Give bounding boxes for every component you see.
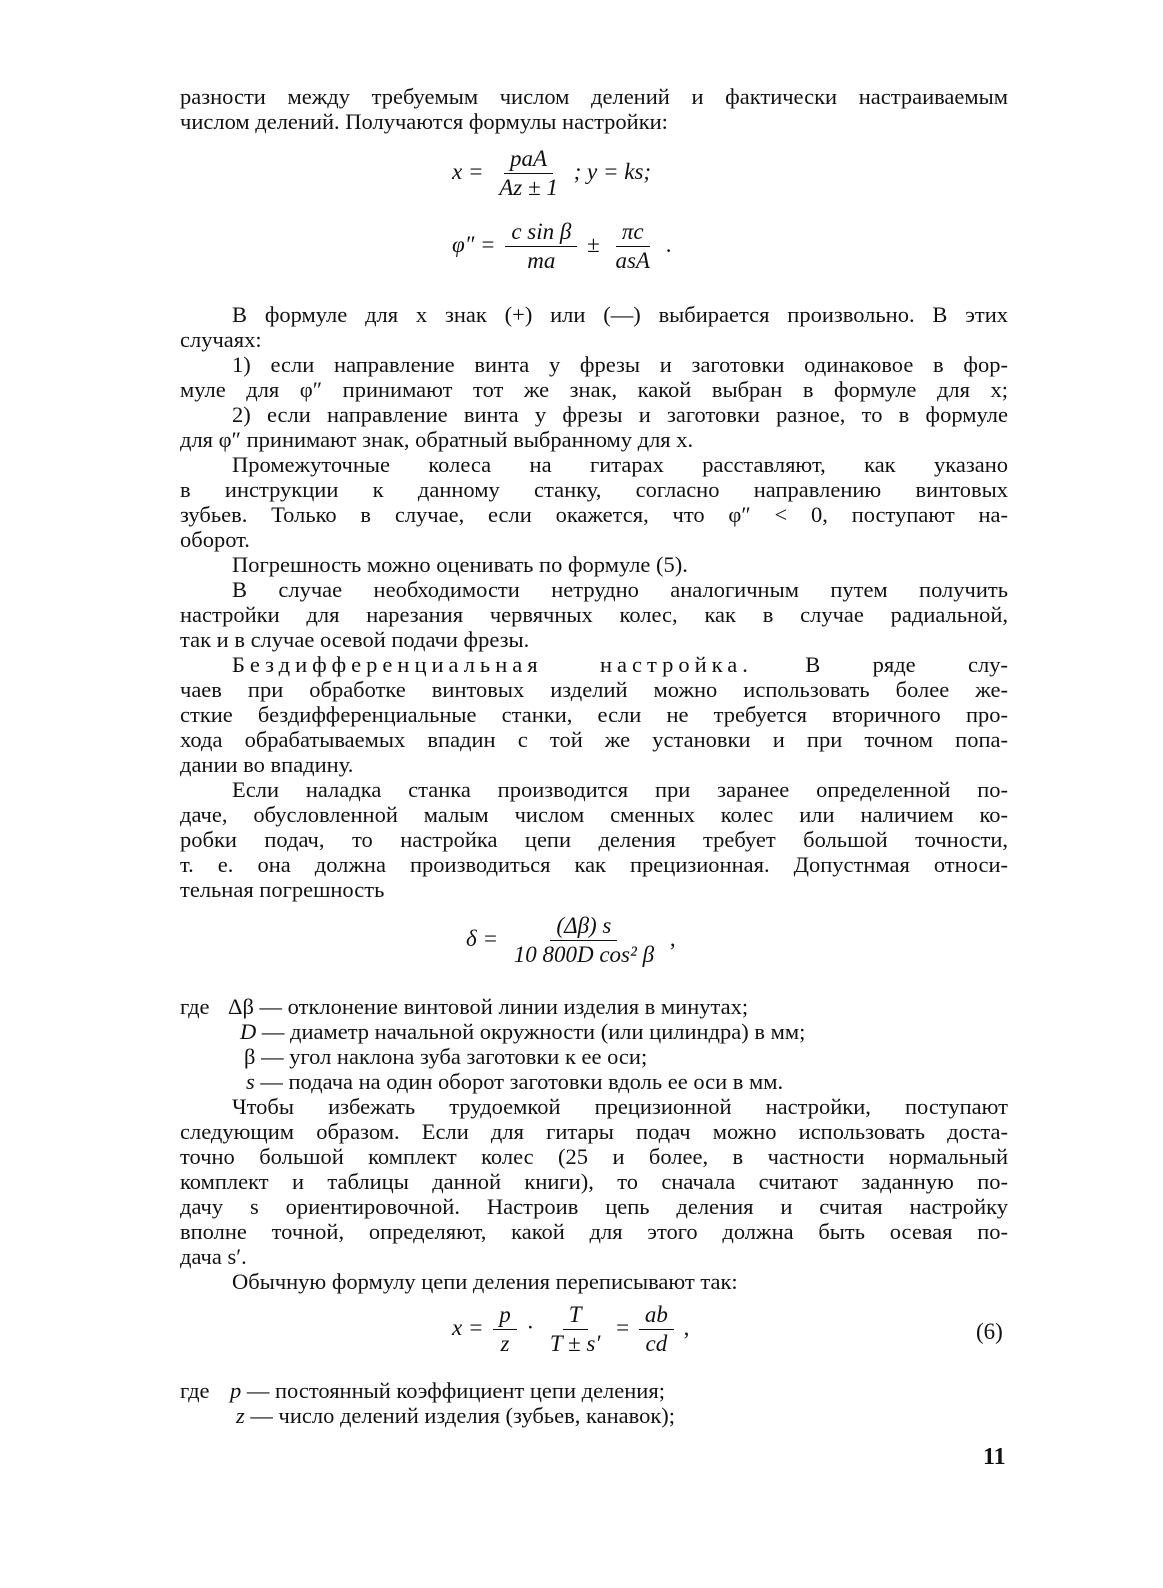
legend-row [240, 1019, 805, 1044]
legend-row [246, 1069, 783, 1094]
section-heading: Бездифференциальная настройка. [232, 652, 753, 677]
formula-tail: ; y = ks; [573, 158, 652, 184]
formula-lhs: x = [452, 158, 484, 184]
formula-x-y [452, 146, 651, 201]
formula-tail: , [683, 1314, 690, 1340]
text-line: точно большой комплект колес (25 и более, в частности нормальный [180, 1144, 1008, 1169]
numerator: ab [639, 1302, 674, 1330]
text-line: в инструкции к данному станку, согласно направлению винтовых [180, 477, 1008, 502]
legend-row [228, 994, 748, 1019]
equation-number: (6) [976, 1319, 1003, 1344]
operator: = [616, 1314, 630, 1340]
text-fragment: В ряде слу- [805, 652, 1008, 677]
text-line: т. е. она должна производиться как прецизионная. Допустнмая относи- [180, 852, 1008, 877]
text-line: разности между требуемым числом делений и фактически настраиваемым [180, 84, 1008, 109]
text-line: Чтобы избежать трудоемкой прецизионной настройки, поступают [232, 1094, 1008, 1119]
formula-lhs: φ″ = [452, 231, 496, 257]
text-line: для φ″ принимают знак, обратный выбранному для x. [180, 427, 694, 452]
legend-text: — диаметр начальной окружности (или цилиндра) в мм; [261, 1019, 806, 1044]
text-line: В формуле для x знак (+) или (—) выбирается произвольно. В этих [232, 302, 1008, 327]
legend-symbol: Δβ [228, 994, 254, 1019]
legend-text: — постоянный коэффициент цепи деления; [246, 1378, 665, 1403]
formula-lhs: x = [452, 1314, 484, 1340]
legend-row [244, 1044, 647, 1069]
legend-symbol: β [244, 1044, 256, 1069]
text-line: дача s′. [180, 1244, 247, 1269]
text-line: тельная погрешность [180, 877, 385, 902]
text-line: зубьев. Только в случае, если окажется, что φ″ < 0, поступают на- [180, 502, 1008, 527]
text-line: так и в случае осевой подачи фрезы. [180, 627, 530, 652]
denominator: ma [527, 248, 556, 273]
numerator: p [493, 1302, 517, 1330]
text-line: Погрешность можно оценивать по формуле (5). [232, 552, 688, 577]
text-line: Обычную формулу цепи деления переписывают так: [232, 1269, 738, 1294]
legend-symbol: s [246, 1069, 255, 1094]
fraction [493, 146, 564, 201]
numerator: paA [504, 146, 553, 174]
legend-text: — подача на один оборот заготовки вдоль ее оси в мм. [260, 1069, 784, 1094]
denominator: 10 800D cos² β [513, 942, 655, 967]
legend-text: — число делений изделия (зубьев, канавок); [250, 1403, 675, 1428]
page-number: 11 [983, 1444, 1006, 1470]
text-line: даче, обусловленной малым числом сменных колес или наличием ко- [180, 802, 1008, 827]
text-line: следующим образом. Если для гитары подач можно использовать доста- [180, 1119, 1008, 1144]
fraction [609, 219, 656, 274]
legend-where: где [180, 994, 210, 1019]
formula-x-chain [452, 1302, 689, 1357]
operator: · [526, 1314, 535, 1340]
text-line: вполне точной, определяют, какой для этого должна быть осевая по- [180, 1219, 1008, 1244]
denominator: T ± s′ [549, 1331, 601, 1356]
text-line: числом делений. Получаются формулы настройки: [180, 109, 668, 134]
text-line: дании во впадину. [180, 752, 354, 777]
legend-text: — отклонение винтовой линии изделия в минутах; [259, 994, 749, 1019]
legend-row [236, 1403, 675, 1428]
text-line: муле для φ″ принимают тот же знак, какой выбран в формуле для x; [180, 377, 1008, 402]
formula-lhs: δ = [466, 925, 498, 951]
formula-tail: . [665, 231, 672, 257]
fraction [493, 1302, 517, 1357]
text-line: 1) если направление винта у фрезы и заготовки одинаковое в фор- [232, 352, 1008, 377]
legend-where: где [180, 1378, 210, 1403]
text-line: оборот. [180, 527, 250, 552]
text-line: В случае необходимости нетрудно аналогичным путем получить [232, 577, 1008, 602]
formula-phi [452, 219, 671, 274]
text-line: настройки для нарезания червячных колес, как в случае радиальной, [180, 602, 1008, 627]
text-line: дачу s ориентировочной. Настроив цепь деления и считая настройку [180, 1194, 1008, 1219]
numerator: (Δβ) s [550, 913, 617, 941]
legend-text: — угол наклона зуба заготовки к ее оси; [261, 1044, 648, 1069]
text-line: комплект и таблицы данной книги), то сначала считают заданную по- [180, 1169, 1008, 1194]
text-line: Промежуточные колеса на гитарах расставляют, как указано [232, 452, 1008, 477]
denominator: asA [615, 248, 650, 273]
text-line: хода обрабатываемых впадин с той же установки и при точном попа- [180, 727, 1008, 752]
text-line: сткие бездифференциальные станки, если не требуется вторичного про- [180, 702, 1008, 727]
fraction [508, 913, 660, 968]
formula-tail: , [669, 925, 676, 951]
legend-row [230, 1378, 665, 1403]
legend-symbol: D [240, 1019, 257, 1044]
text-line: 2) если направление винта у фрезы и заготовки разное, то в формуле [232, 402, 1008, 427]
legend-symbol: p [230, 1378, 242, 1403]
formula-delta [466, 913, 676, 968]
denominator: z [500, 1331, 510, 1356]
text-line: Если наладка станка производится при заранее определенной по- [232, 777, 1008, 802]
text-line: чаев при обработке винтовых изделий можно использовать более же- [180, 677, 1008, 702]
numerator: πc [616, 219, 650, 247]
legend-symbol: z [236, 1403, 245, 1428]
fraction [639, 1302, 674, 1357]
fraction [505, 219, 577, 274]
text-line: случаях: [180, 327, 262, 352]
fraction [544, 1302, 606, 1357]
denominator: cd [645, 1331, 668, 1356]
denominator: Az ± 1 [499, 175, 558, 200]
numerator: T [563, 1302, 588, 1330]
text-line: робки подач, то настройка цепи деления требует большой точности, [180, 827, 1008, 852]
text-line [232, 652, 1008, 677]
numerator: c sin β [505, 219, 577, 247]
operator: ± [587, 231, 600, 257]
